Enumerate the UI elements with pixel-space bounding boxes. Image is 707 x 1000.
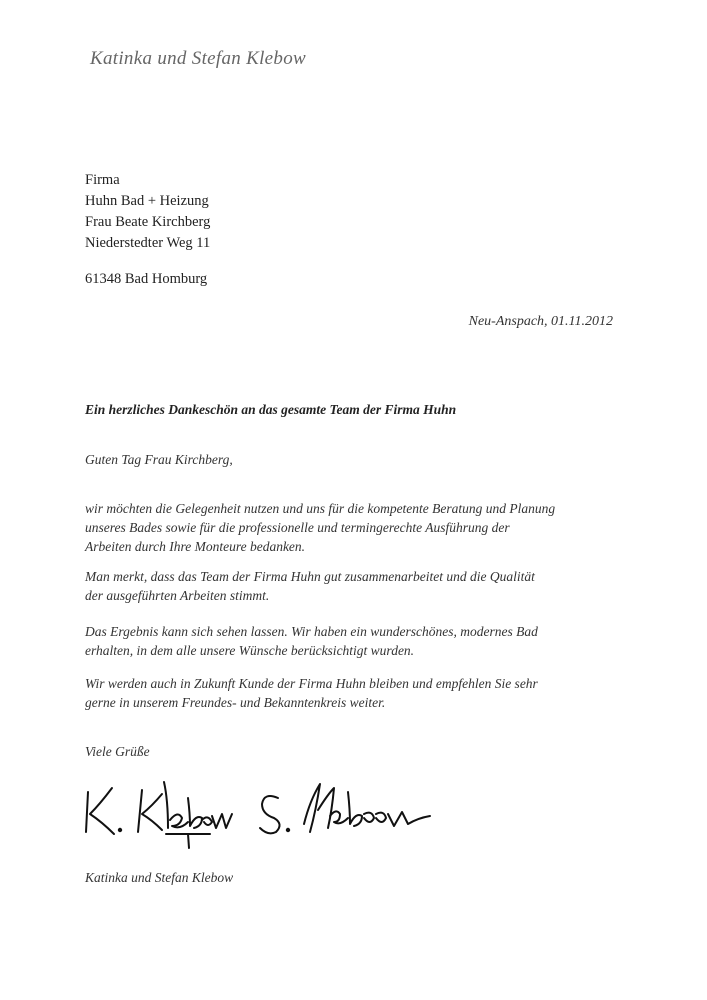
letter-date: Neu-Anspach, 01.11.2012 [468, 314, 613, 329]
recipient-city: 61348 Bad Homburg [85, 271, 208, 287]
letter-subject: Ein herzliches Dankeschön an das gesamte Team der Firma Huhn [85, 402, 457, 417]
recipient-person: Frau Beate Kirchberg [85, 214, 211, 230]
signature-icon [78, 770, 438, 855]
paragraph-line: gerne in unserem Freundes- und Bekanntenkreis weiter. [85, 695, 386, 710]
paragraph-line: Wir werden auch in Zukunft Kunde der Firma Huhn bleiben und empfehlen Sie sehr [85, 676, 538, 691]
body-paragraph-2 [85, 567, 645, 605]
paragraph-line: Arbeiten durch Ihre Monteure bedanken. [85, 539, 306, 554]
paragraph-line: wir möchten die Gelegenheit nutzen und uns für die kompetente Beratung und Planung [85, 501, 556, 516]
recipient-company: Huhn Bad + Heizung [85, 193, 209, 209]
letter-closing: Viele Grüße [85, 744, 150, 759]
letterhead: Katinka und Stefan Klebow [90, 48, 306, 69]
recipient-line-1: Firma [85, 172, 120, 188]
letter-greeting: Guten Tag Frau Kirchberg, [85, 452, 233, 467]
handwritten-signature [78, 770, 438, 860]
paragraph-line: der ausgeführten Arbeiten stimmt. [85, 588, 270, 603]
paragraph-line: erhalten, in dem alle unsere Wünsche berücksichtigt wurden. [85, 643, 415, 658]
recipient-address [85, 170, 210, 290]
body-paragraph-3 [85, 622, 645, 660]
body-paragraph-4 [85, 674, 645, 712]
sender-name: Katinka und Stefan Klebow [85, 870, 234, 885]
body-paragraph-1 [85, 499, 645, 556]
paragraph-line: Das Ergebnis kann sich sehen lassen. Wir haben ein wunderschönes, modernes Bad [85, 624, 538, 639]
paragraph-line: Man merkt, dass das Team der Firma Huhn gut zusammenarbeitet und die Qualität [85, 569, 535, 584]
paragraph-line: unseres Bades sowie für die professionelle und termingerechte Ausführung der [85, 520, 510, 535]
recipient-street: Niederstedter Weg 11 [85, 235, 211, 251]
